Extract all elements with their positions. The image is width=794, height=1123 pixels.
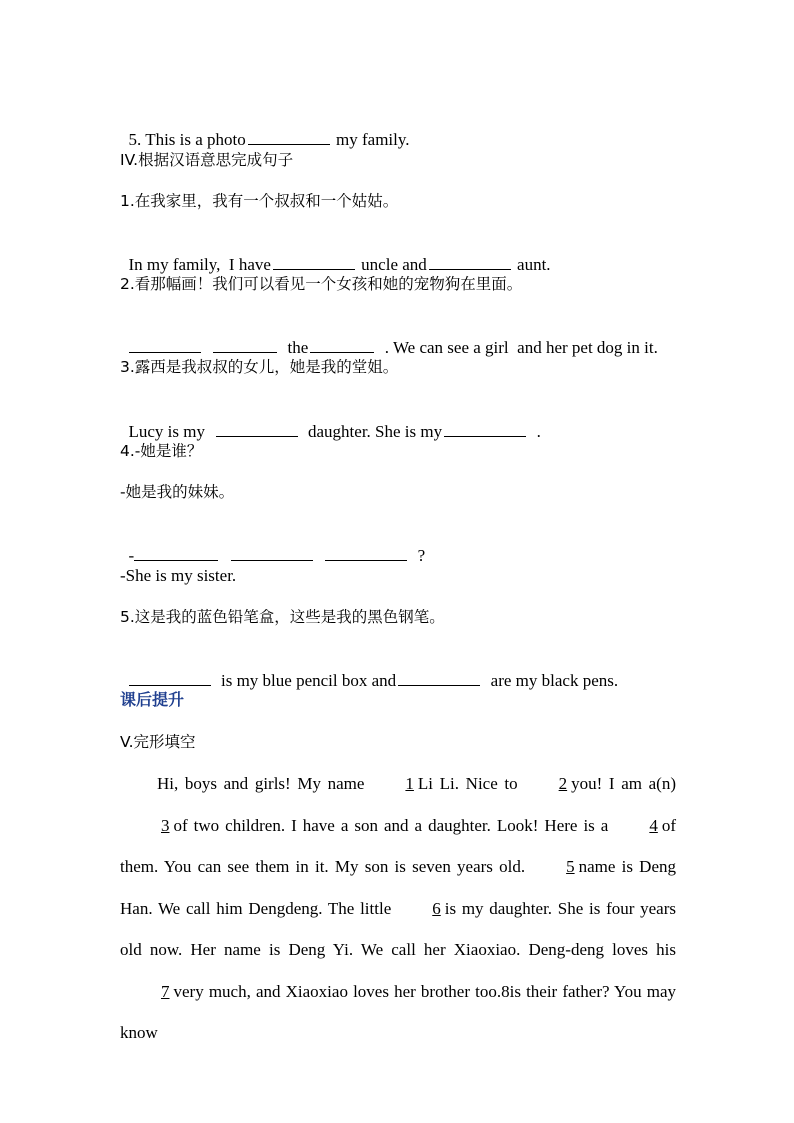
answer-blank[interactable]: [273, 253, 355, 270]
s4-q2-english: the . We can see a girl and her pet dog in it.: [120, 316, 658, 358]
cloze-blank-5[interactable]: 5: [566, 857, 575, 876]
s4-q3-chinese: 3.露西是我叔叔的女儿，她是我的堂姐。: [120, 358, 399, 376]
answer-blank[interactable]: [231, 544, 313, 561]
s4-q1-chinese: 1.在我家里，我有一个叔叔和一个姑姑。: [120, 192, 399, 210]
s4-q5-english: is my blue pencil box and are my black pens.: [120, 649, 618, 691]
s4-q3-english: Lucy is my daughter. She is my .: [128, 422, 541, 441]
answer-blank[interactable]: [129, 336, 201, 353]
answer-blank[interactable]: [213, 336, 277, 353]
s4-q4-chinese-a: 4.-她是谁？: [120, 442, 203, 460]
answer-blank[interactable]: [134, 544, 218, 561]
answer-blank[interactable]: [429, 253, 511, 270]
cloze-blank-3[interactable]: 3: [161, 815, 170, 835]
s4-q4-chinese-b: -她是我的妹妹。: [120, 483, 235, 501]
cloze-blank-4[interactable]: 4: [649, 815, 658, 835]
answer-blank[interactable]: [325, 544, 407, 561]
s4-q5-chinese: 5.这是我的蓝色铅笔盒，这些是我的黑色钢笔。: [120, 608, 445, 626]
answer-blank[interactable]: [248, 128, 330, 145]
cloze-blank-7[interactable]: 7: [161, 981, 170, 1001]
answer-blank[interactable]: [444, 420, 526, 437]
answer-blank[interactable]: [216, 420, 298, 437]
after-class-heading: 课后提升: [120, 690, 185, 709]
question-5-fill-blank: 5. This is a photo my family.: [128, 130, 410, 149]
s4-q1-english: In my family, I have uncle and aunt.: [128, 255, 551, 274]
cloze-blank-2[interactable]: 2: [558, 774, 568, 793]
answer-blank[interactable]: [310, 336, 374, 353]
answer-blank[interactable]: [129, 669, 211, 686]
cloze-blank-1[interactable]: 1: [405, 774, 414, 793]
answer-blank[interactable]: [398, 669, 480, 686]
cloze-passage: Hi, boys and girls! My name 1 Li Li. Nice to 2 you! I am a(n)3 of two children. I have a son and a daughter. Look! Here is a 4 of them. You can see them in it. My son is seven years old. 5 name is Deng Han. We call him Dengdeng. The little 6 is my daughter. She is four years old now. Her name is Deng Yi. We call her Xiaoxiao. Deng-deng loves his7 very much, and Xiaoxiao loves her brother too.8is their father? You may know: [120, 763, 676, 1054]
s4-q2-chinese: 2.看那幅画！我们可以看见一个女孩和她的宠物狗在里面。: [120, 275, 523, 293]
section-5-title: V.完形填空: [120, 733, 196, 751]
s4-q4-english-b: -She is my sister.: [120, 566, 237, 585]
cloze-blank-6[interactable]: 6: [432, 898, 441, 918]
section-4-title: IV.根据汉语意思完成句子: [120, 151, 294, 169]
s4-q4-english-a: - ?: [128, 546, 426, 565]
